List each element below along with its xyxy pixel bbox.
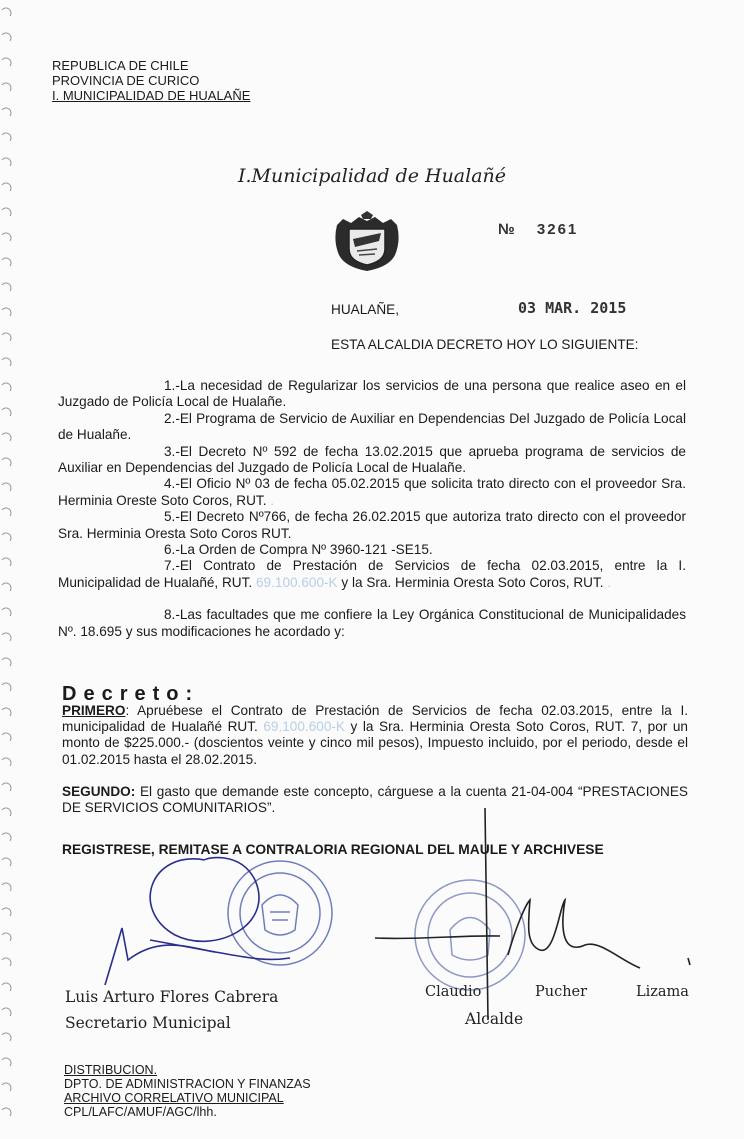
date-stamp: 03 MAR. 2015 (518, 299, 627, 317)
redacted-rut: 69.100.600-K (263, 719, 345, 735)
redacted-rut: . (607, 574, 612, 590)
document-title: I.Municipalidad de Hualañé (237, 165, 507, 187)
segundo-label: SEGUNDO: (62, 783, 136, 799)
decreto-body (62, 703, 688, 816)
secretary-stamp-icon (228, 861, 332, 965)
secretary-title: Secretario Municipal (65, 1014, 231, 1032)
mayor-first-name: Claudio (425, 984, 482, 1000)
letterhead-municipality: I. MUNICIPALIDAD DE HUALAÑE (52, 88, 251, 103)
secretary-signature-icon (105, 858, 290, 985)
mayor-title: Alcalde (465, 1010, 524, 1028)
article-segundo: SEGUNDO: El gasto que demande este concepto, cárguese a la cuenta 21-04-004 “PRESTACIONES DE SERVICIOS COMUNITARIOS”. (62, 783, 688, 816)
considerando-6: 6.-La Orden de Compra Nº 3960-121 -SE15. (164, 542, 433, 558)
number-value: 3261 (536, 221, 579, 238)
mayor-last-name: Lizama (636, 984, 689, 1000)
considerandos (58, 378, 686, 640)
distribution-line: ARCHIVO CORRELATIVO MUNICIPAL (64, 1091, 284, 1105)
decreto-heading: Decreto: (62, 683, 200, 705)
article-primero: PRIMERO: Apruébese el Contrato de Prestación de Servicios de fecha 02.03.2015, entre la I. municipalidad de Hualañé RUT. 69.100.600-K y la Sra. Herminia Oresta Soto Coros, RUT. 7, por un monto de $225.000.- (doscientos veinte y cinco mil pesos), Impuesto incluido, por el periodo, desde el 01.02.2015 hasta el 28.02.2015. (62, 703, 688, 767)
considerando-4: 4.-El Oficio Nº 03 de fecha 05.02.2015 que solicita trato directo con el proveedor Sra. Herminia Oreste Soto Coros, RUT. . (58, 476, 686, 508)
mayor-stamp-icon (415, 880, 525, 990)
letterhead-country: REPUBLICA DE CHILE (52, 58, 189, 73)
headline: ESTA ALCALDIA DECRETO HOY LO SIGUIENTE: (331, 337, 639, 352)
redacted-rut: 69.100.600-K (255, 574, 338, 590)
considerando-1: 1.-La necesidad de Regularizar los servicios de una persona que realice aseo en el Juzgado de Policía Local de Hualañe. (58, 378, 686, 410)
distribution-title: DISTRIBUCION. (64, 1063, 158, 1077)
decree-number (498, 221, 578, 238)
distribution (64, 1063, 311, 1119)
number-mark: № (498, 221, 517, 238)
distribution-line: CPL/LAFC/AMUF/AGC/lhh. (64, 1105, 217, 1119)
letterhead-province: PROVINCIA DE CURICO (52, 73, 200, 88)
redacted-rut: . (266, 492, 275, 508)
secretary-name: Luis Arturo Flores Cabrera (65, 988, 279, 1006)
letterhead (52, 58, 250, 103)
place: HUALAÑE, (331, 302, 399, 317)
considerando-7: 7.-El Contrato de Prestación de Servicios de fecha 02.03.2015, entre la I. Municipalidad de Hualañé, RUT. 69.100.600-K y la Sra. Herminia Oresta Soto Coros, RUT. . (58, 558, 686, 590)
primero-label: PRIMERO (62, 703, 126, 718)
considerando-3: 3.-El Decreto Nº 592 de fecha 13.02.2015 que aprueba programa de servicios de Auxiliar en Dependencias del Juzgado de Policía Local de Hualañe. (58, 443, 686, 476)
distribution-line: DPTO. DE ADMINISTRACION Y FINANZAS (64, 1077, 311, 1091)
considerando-8: 8.-Las facultades que me confiere la Ley Orgánica Constitucional de Municipalidades Nº. 18.695 y sus modificaciones he acordado y: (58, 607, 686, 639)
registrese-line: REGISTRESE, REMITASE A CONTRALORIA REGIONAL DEL MAULE Y ARCHIVESE (62, 842, 604, 857)
mayor-middle-name: Pucher (535, 984, 588, 1000)
municipal-crest-icon (331, 211, 403, 273)
considerando-2: 2.-El Programa de Servicio de Auxiliar en Dependencias Del Juzgado de Policía Local de Hualañe. (58, 410, 686, 443)
considerando-5: 5.-El Decreto Nº766, de fecha 26.02.2015 que autoriza trato directo con el proveedor Sra. Herminia Oresta Soto Coros RUT. (58, 509, 686, 541)
